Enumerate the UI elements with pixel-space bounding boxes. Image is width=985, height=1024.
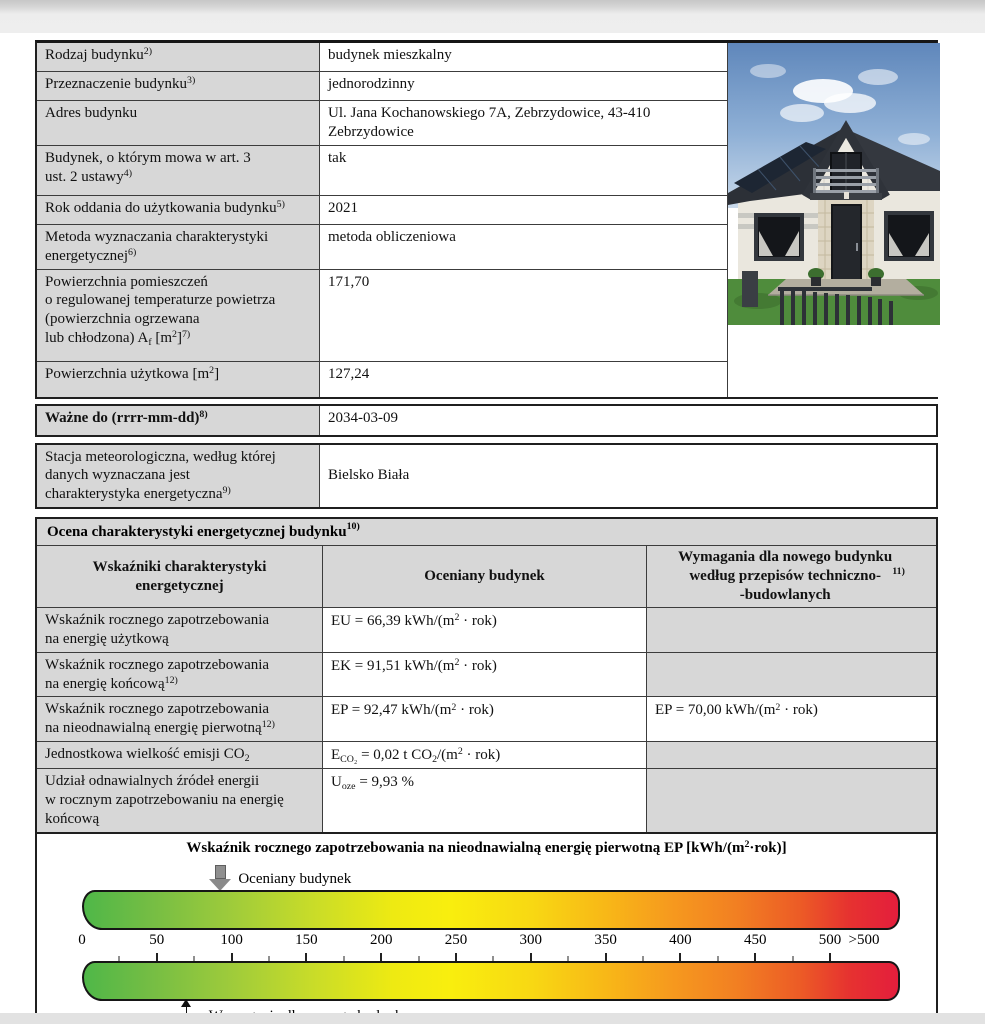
building-info-table <box>35 40 938 399</box>
row-label-commissioning-year: Rok oddania do użytkowania budynku$^{5)}$ <box>37 196 320 225</box>
weather-station-table <box>35 443 938 510</box>
row-label-ek: Wskaźnik rocznego zapotrzebowania na energię końcową$^{12)}$ <box>37 653 323 698</box>
tick-label: 100 <box>220 931 243 948</box>
ep-gradient-bar-bottom <box>82 961 900 1001</box>
evaluated-building-arrow-icon <box>209 865 231 891</box>
arrow-shaft <box>215 865 226 879</box>
row-requirement-ek <box>647 653 936 698</box>
tick-label: 350 <box>594 931 617 948</box>
valid-until-value: 2034-03-09 <box>320 406 936 435</box>
row-label-usable-area: Powierzchnia użytkowa $[m^2]$ <box>37 362 320 397</box>
row-label-building-purpose: Przeznaczenie budynku$^{3)}$ <box>37 72 320 101</box>
header-requirements: Wymagania dla nowego budynku według przepisów techniczno- -budowlanych $^{11)}$ <box>647 546 936 608</box>
row-label-co2: Jednostkowa wielkość emisji $CO_2$ <box>37 742 323 769</box>
tick-mark <box>754 953 756 961</box>
header-evaluated-building: Oceniany budynek <box>323 546 647 608</box>
row-value-usable-area: 127,24 <box>320 362 728 397</box>
ep-gradient-bar-top <box>82 890 900 930</box>
tick-label: 200 <box>369 931 393 948</box>
row-value-art3-building: tak <box>320 146 728 196</box>
building-photo-cell <box>728 43 940 397</box>
tick-mark <box>380 953 382 961</box>
row-label-method: Metoda wyznaczania charakterystyki energetycznej$^{6)}$ <box>37 225 320 270</box>
tick-mark <box>455 953 457 961</box>
row-requirement-uoze <box>647 769 936 832</box>
tick-label: 450 <box>743 931 767 948</box>
building-photo <box>728 43 940 325</box>
certificate-content <box>35 40 938 1024</box>
row-requirement-co2 <box>647 742 936 769</box>
row-value-building-type: budynek mieszkalny <box>320 43 728 72</box>
weather-station-label: Stacja meteorologiczna, według której danych wyznaczana jest charakterystyka energetyczna$^{9)}$ <box>37 445 320 508</box>
page-bottom-margin-band <box>0 1013 985 1024</box>
row-value-ep: EP = 92,47 kWh/$(m^2 \cdot rok)$ <box>323 697 647 742</box>
tick-mark <box>829 953 831 961</box>
row-value-commissioning-year: 2021 <box>320 196 728 225</box>
tick-mark <box>530 953 532 961</box>
tick-mark <box>305 953 307 961</box>
page-top-margin-band <box>0 0 985 33</box>
assessment-section <box>35 517 938 834</box>
row-label-building-type: Rodzaj budynku$^{2)}$ <box>37 43 320 72</box>
row-label-ep: Wskaźnik rocznego zapotrzebowania na nieodnawialną energię pierwotną$^{12)}$ <box>37 697 323 742</box>
tick-mark <box>605 953 607 961</box>
row-label-uoze: Udział odnawialnych źródeł energii w rocznym zapotrzebowaniu na energię końcową <box>37 769 323 832</box>
weather-station-value: Bielsko Biała <box>320 445 936 508</box>
tick-mark <box>679 953 681 961</box>
header-indicators: Wskaźniki charakterystyki energetycznej <box>37 546 323 608</box>
row-value-co2: $E_{CO_2} = 0,02$ t $CO_2/(m^2 \cdot rok)$ <box>323 742 647 769</box>
tick-label: 400 <box>669 931 692 948</box>
tick-label: 150 <box>295 931 318 948</box>
tick-mark <box>231 953 233 961</box>
assessment-section-title: Ocena charakterystyki energetycznej budynku $^{10)}$ <box>37 519 936 546</box>
chart-title: Wskaźnik rocznego zapotrzebowania na nieodnawialną energię pierwotną EP $[kWh/(m^2\cdot rok)]$ <box>186 838 787 856</box>
ep-scale-ticks <box>37 932 936 961</box>
row-label-conditioned-area: Powierzchnia pomieszczeń o regulowanej temperaturze powietrza (powierzchnia ogrzewana lub chłodzona) $A_f$ $[m^2]^{7)}$ <box>37 270 320 362</box>
row-value-building-address: Ul. Jana Kochanowskiego 7A, Zebrzydowice, 43-410 Zebrzydowice <box>320 101 728 146</box>
tick-label: 50 <box>149 931 165 948</box>
row-value-ek: EK = 91,51 kWh/$(m^2 \cdot rok)$ <box>323 653 647 698</box>
row-value-building-purpose: jednorodzinny <box>320 72 728 101</box>
tick-mark <box>156 953 158 961</box>
tick-label: 500 <box>818 931 842 948</box>
evaluated-building-label: Oceniany budynek <box>238 870 352 887</box>
valid-until-label: Ważne do (rrrr-mm-dd)$^{8)}$ <box>37 406 320 435</box>
row-label-art3-building: Budynek, o którym mowa w art. 3 ust. 2 ustawy$^{4)}$ <box>37 146 320 196</box>
row-label-eu: Wskaźnik rocznego zapotrzebowania na energię użytkową <box>37 608 323 653</box>
row-value-method: metoda obliczeniowa <box>320 225 728 270</box>
tick-label-overflow: >500 <box>848 931 880 948</box>
tick-label: 250 <box>444 931 468 948</box>
row-value-uoze: $U_{oze} = 9,93$ % <box>323 769 647 832</box>
tick-label: 300 <box>519 931 543 948</box>
row-requirement-eu <box>647 608 936 653</box>
row-value-conditioned-area: 171,70 <box>320 270 728 362</box>
tick-label: 0 <box>78 931 86 948</box>
row-label-building-address: Adres budynku <box>37 101 320 146</box>
row-value-eu: EU = 66,39 kWh/$(m^2 \cdot rok)$ <box>323 608 647 653</box>
validity-table <box>35 404 938 437</box>
row-requirement-ep: EP = 70,00 kWh/$(m^2 \cdot rok)$ <box>647 697 936 742</box>
ep-scale-chart <box>35 834 938 1024</box>
assessment-table <box>37 546 936 832</box>
